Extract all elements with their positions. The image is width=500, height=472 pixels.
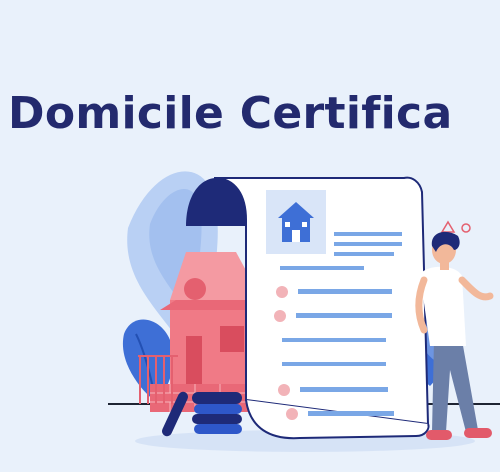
page-title: Domicile Certifica — [8, 88, 453, 139]
person-icon — [419, 232, 492, 440]
